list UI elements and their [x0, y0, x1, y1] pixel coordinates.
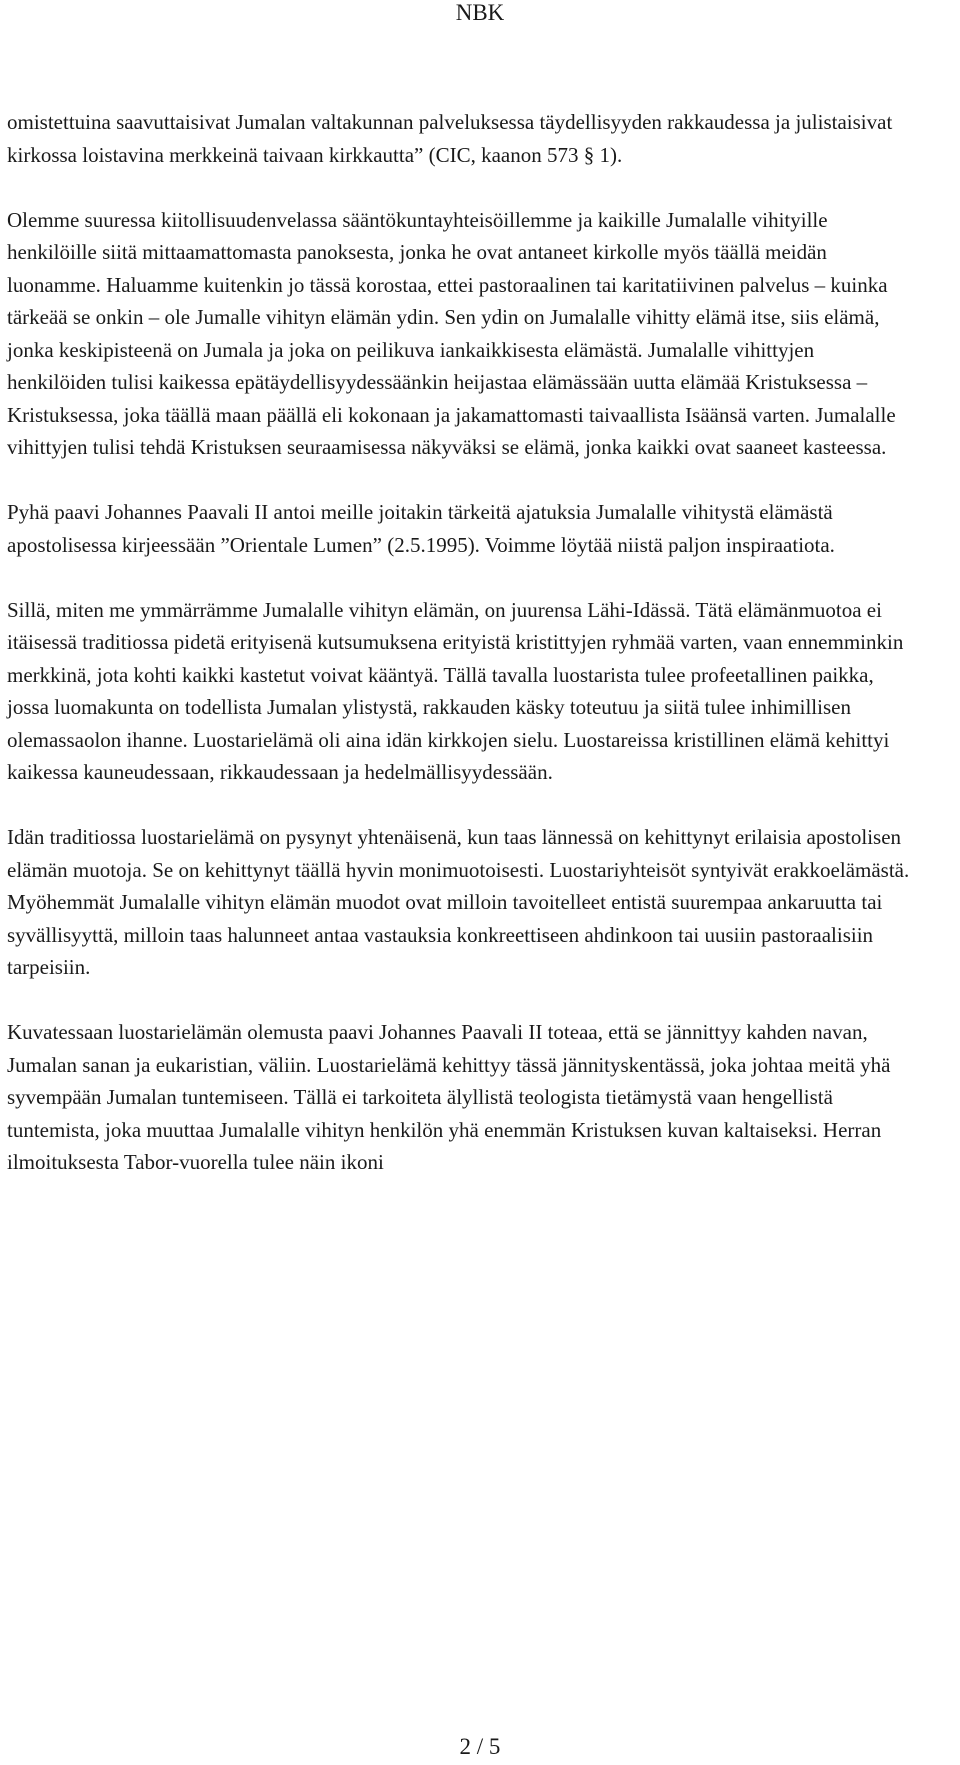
paragraph-2: Olemme suuressa kiitollisuudenvelassa sääntökuntayhteisöillemme ja kaikille Jumalalle vihityille henkilöille siitä mittaamattomasta panoksesta, jonka he ovat antaneet kirkolle myös täällä meidän luonamme. Haluamme kuitenkin jo tässä korostaa, ettei pastoraalinen tai karitatiivinen palvelus – kuinka tärkeää se onkin – ole Jumalle vihityn elämän ydin. Sen ydin on Jumalalle vihitty elämä itse, siis elämä, jonka keskipisteenä on Jumala ja joka on peilikuva iankaikkisesta elämästä. Jumalalle vihittyjen henkilöiden tulisi kaikessa epätäydellisyydessäänkin heijastaa elämässään uutta elämää Kristuksessa – Kristuksessa, joka täällä maan päällä eli kokonaan ja jakamattomasti taivaallista Isäänsä varten. Jumalalle vihittyjen tulisi tehdä Kristuksen seuraamisessa näkyväksi se elämä, jonka kaikki ovat saaneet kasteessa. [7, 207, 896, 459]
page-number: 2 / 5 [459, 1734, 501, 1759]
paragraph-4: Sillä, miten me ymmärrämme Jumalalle vihityn elämän, on juurensa Lähi-Idässä. Tätä elämänmuotoa ei itäisessä traditiossa pidetä erityisenä kutsumuksena erityistä kristittyjen ryhmää varten, vaan ennemminkin merkkinä, jota kohti kaikki kastetut voivat kääntyä. Tällä tavalla luostarista tulee profeetallinen paikka, jossa luomakunta on todellista Jumalan ylistystä, rakkauden käsky toteutuu ja siitä tulee inhimillisen olemassaolon ihanne. Luostarielämä oli aina idän kirkkojen sielu. Luostareissa kristillinen elämä kehittyi kaikessa kauneudessaan, rikkaudessaan ja hedelmällisyydessään. [7, 597, 904, 784]
paragraph-3: Pyhä paavi Johannes Paavali II antoi meille joitakin tärkeitä ajatuksia Jumalalle vihitystä elämästä apostolisessa kirjeessään ”Orientale Lumen” (2.5.1995). Voimme löytää niistä paljon inspiraatiota. [7, 500, 835, 557]
paragraph-5: Idän traditiossa luostarielämä on pysynyt yhtenäisenä, kun taas lännessä on kehittynyt erilaisia apostolisen elämän muotoja. Se on kehittynyt täällä hyvin monimuotoisesti. Luostariyhteisöt syntyivät erakkoelämästä. Myöhemmät Jumalalle vihityn elämän muodot ovat milloin tavoitelleet entistä suurempaa ankaruutta tai syvällisyyttä, milloin taas halunneet antaa vastauksia konkreettiseen ahdinkoon tai uusiin pastoraalisiin tarpeisiin. [7, 825, 910, 979]
paragraph-6: Kuvatessaan luostarielämän olemusta paavi Johannes Paavali II toteaa, että se jännittyy kahden navan, Jumalan sanan ja eukaristian, väliin. Luostarielämä kehittyy tässä jännityskentässä, joka johtaa meitä yhä syvempään Jumalan tuntemiseen. Tällä ei tarkoiteta älyllistä teologista tietämystä vaan hengellistä tuntemista, joka muuttaa Jumalalle vihityn henkilön yhä enemmän Kristuksen kuvan kaltaiseksi. Herran ilmoituksesta Tabor-vuorella tulee näin ikoni [7, 1020, 891, 1174]
page-header: NBK [455, 0, 505, 25]
paragraph-1: omistettuina saavuttaisivat Jumalan valtakunnan palveluksessa täydellisyyden rakkaudessa ja julistaisivat kirkossa loistavina merkkeinä taivaan kirkkautta” (CIC, kaanon 573 § 1). [7, 110, 893, 167]
document-body [7, 106, 912, 1211]
